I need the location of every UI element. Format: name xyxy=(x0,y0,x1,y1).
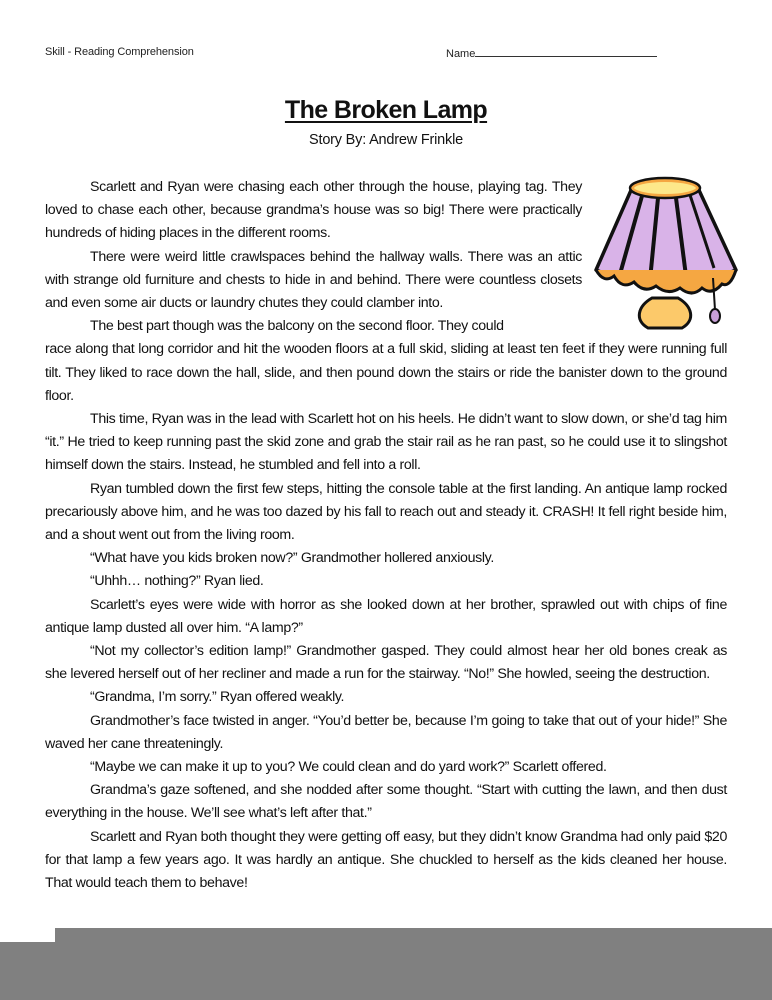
story-title: The Broken Lamp xyxy=(284,96,488,124)
paragraph: “Grandma, I’m sorry.” Ryan offered weakly. xyxy=(90,689,345,706)
paragraph-first-line: The best part though was the balcony on the second floor. They could xyxy=(90,318,504,335)
paragraph: There were weird little crawlspaces behind the hallway walls. There was an attic with strange old furniture and chests to hide in and behind. There were countless closets and even some air ducts or laundry chutes they could clamber into. xyxy=(45,248,582,312)
name-field[interactable] xyxy=(446,46,657,60)
paragraph: Scarlett and Ryan were chasing each other through the house, playing tag. They loved to chase each other, because grandma’s house was so big! There were practically hundreds of hiding places in the different rooms. xyxy=(45,179,582,242)
paragraph: “Maybe we can make it up to you? We could clean and do yard work?” Scarlett offered. xyxy=(90,759,607,776)
paragraph: “Uhhh… nothing?” Ryan lied. xyxy=(90,573,264,590)
paragraph: Grandma’s gaze softened, and she nodded after some thought. “Start with cutting the lawn, and then dust everything in the house. We’ll see what’s left after that.” xyxy=(45,782,727,822)
name-blank-line[interactable] xyxy=(475,46,657,57)
bottom-gray-overlay xyxy=(0,928,772,1000)
paragraph: Grandmother’s face twisted in anger. “You’d better be, because I’m going to take that out of your hide!” She waved her cane threateningly. xyxy=(45,712,727,752)
story-body xyxy=(45,176,727,895)
story-byline: Story By: Andrew Frinkle xyxy=(309,132,463,148)
paragraph: “What have you kids broken now?” Grandmother hollered anxiously. xyxy=(90,550,494,567)
paragraph: “Not my collector’s edition lamp!” Grandmother gasped. They could almost hear her old bones creak as she levered herself out of her recliner and made a run for the stairway. “No!” She howled, seeing the destruction. xyxy=(45,643,727,683)
bottom-notch xyxy=(0,928,55,942)
paragraph: Scarlett and Ryan both thought they were getting off easy, but they didn’t know Grandma had only paid $20 for that lamp a few years ago. It was hardly an antique. She chuckled to herself as the kids cleaned her house. That would teach them to behave! xyxy=(45,828,727,892)
paragraph: This time, Ryan was in the lead with Scarlett hot on his heels. He didn’t want to slow down, or she’d tag him “it.” He tried to keep running past the skid zone and grab the stair rail as he ran past, so he could use it to slingshot himself down the stairs. Instead, he stumbled and fell into a roll. xyxy=(45,411,727,474)
paragraph-continuation: race along that long corridor and hit the wooden floors at a full skid, sliding at least ten feet if they were running full tilt. They liked to race down the hall, slide, and then pound down the stairs or ride the banister down to the ground floor. xyxy=(45,341,727,404)
paragraph: Ryan tumbled down the first few steps, hitting the console table at the first landing. An antique lamp rocked precariously above him, and he was too dazed by his fall to reach out and steady it. CRASH! It fell right beside him, and a shout went out from the living room. xyxy=(45,480,727,544)
name-label: Name xyxy=(446,48,476,60)
paragraph: Scarlett’s eyes were wide with horror as she looked down at her brother, sprawled out with chips of fine antique lamp dusted all over him. “A lamp?” xyxy=(45,596,727,636)
skill-label: Skill - Reading Comprehension xyxy=(45,46,194,58)
